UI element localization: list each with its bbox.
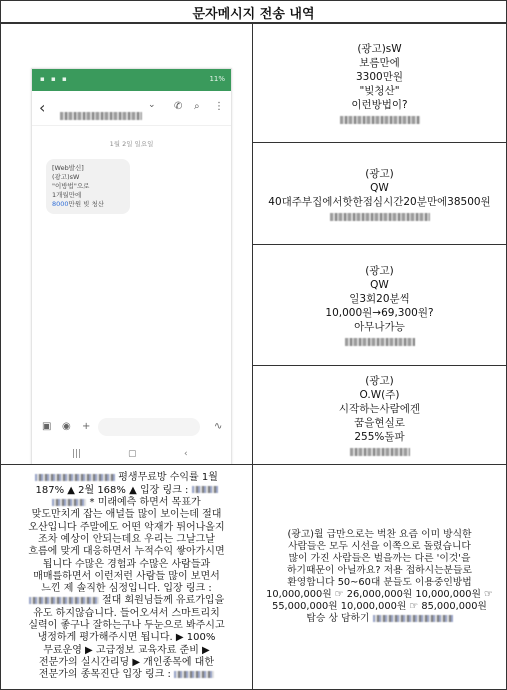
plus-icon[interactable]: + xyxy=(82,421,91,432)
message-line: 많이 가진 사람들은 벌을까는 다른 '이것'을 xyxy=(288,553,471,564)
message-cell-4 xyxy=(252,365,507,465)
message-cell-5 xyxy=(0,464,253,690)
message-line: (광고)sW xyxy=(357,42,402,55)
message-line: 환영합니다 50~60대 분들도 이용중인방법 xyxy=(287,577,472,588)
conversation-header xyxy=(32,91,231,126)
message-line: 느낀 제 솔직한 심정입니다. 입장 링크 : xyxy=(41,583,212,595)
message-line: 냉정하게 평가해주시면 됩니다. ▶ 100% xyxy=(37,632,216,644)
message-line: 탑승 상 담하기 xyxy=(306,613,452,625)
message-line: QW xyxy=(370,181,389,194)
message-line: 일3회20분씩 xyxy=(349,293,410,305)
phone-icon[interactable]: ✆ xyxy=(174,101,183,112)
redacted-link xyxy=(340,116,420,124)
message-cell-3 xyxy=(252,244,507,366)
redacted-link xyxy=(350,448,410,456)
redacted-link xyxy=(373,615,453,622)
message-line: 아무나가능 xyxy=(354,321,405,333)
message-line: 10,000,000원 ☞ 26,000,000원 10,000,000원 ☞ xyxy=(266,589,493,600)
message-line: 실력이 좋구나 잘하는구나 두눈으로 봐주시고 xyxy=(28,620,225,632)
message-line: QW xyxy=(370,279,389,291)
message-cell-2 xyxy=(252,142,507,245)
message-cell-1 xyxy=(252,22,507,143)
contact-name-redacted xyxy=(60,105,142,124)
message-line: 187% ▲ 2월 168% ▲ 입장 링크 : xyxy=(35,485,217,497)
message-line: 매매를하면서 이런저런 사람들 많이 보면서 xyxy=(33,570,220,582)
message-cell-6 xyxy=(252,464,507,690)
battery-indicator: 11% xyxy=(209,75,225,83)
chevron-down-icon[interactable]: ⌄ xyxy=(148,100,156,110)
bubble-amount: 8000 xyxy=(52,200,69,208)
message-line: 사람들은 모두 시선을 이쪽으로 돌렸습니다 xyxy=(288,541,471,552)
back-arrow-icon[interactable]: ‹ xyxy=(39,98,46,117)
bubble-line: [Web발신] xyxy=(52,164,84,172)
page-title: 문자메시지 전송 내역 xyxy=(0,0,507,24)
message-line: 이런방법이? xyxy=(351,98,408,111)
redacted-link xyxy=(330,213,430,221)
message-line: 됩니다 수많은 경험과 수많은 사람들과 xyxy=(42,558,211,570)
message-line: "빚청산" xyxy=(359,84,400,97)
image-icon[interactable]: ▣ xyxy=(42,421,52,432)
message-line: 55,000,000원 10,000,000원 ☞ 85,000,000원 xyxy=(272,601,487,612)
nav-back-icon[interactable]: ‹ xyxy=(184,449,188,459)
system-nav-bar xyxy=(32,443,231,465)
redacted-link xyxy=(192,486,218,493)
message-line: 보름만에 xyxy=(359,56,400,69)
message-line: 10,000원→69,300원? xyxy=(325,307,434,319)
message-line: 흐름에 맞게 대응하면서 누적수익 쌓아가시면 xyxy=(28,546,225,558)
voice-icon[interactable]: ∿ xyxy=(214,421,223,432)
message-line: O.W(주) xyxy=(359,389,400,401)
message-line: 3300만원 xyxy=(355,70,403,83)
notification-icons: ▪ ▪ ▪ xyxy=(40,75,69,83)
redacted-link xyxy=(174,671,214,678)
search-icon[interactable]: ⌕ xyxy=(194,101,200,112)
message-bubble xyxy=(46,159,130,214)
redacted-link xyxy=(345,338,415,346)
message-input-bar xyxy=(32,415,231,441)
bubble-line: "이방법"으로 xyxy=(52,182,90,190)
message-input[interactable] xyxy=(98,418,200,436)
message-line: 하기때문이 아닐까요? 저용 접하시는분들로 xyxy=(287,565,472,576)
message-line: 40대주부집에서핫한점심시간20분만에38500원 xyxy=(268,195,491,208)
message-line: 절대 회원님들께 유료가입을 xyxy=(29,595,224,607)
status-bar xyxy=(32,69,231,91)
redacted-link xyxy=(52,499,86,506)
bubble-amount-line xyxy=(52,200,124,209)
message-line: 전문가의 실시간리딩 ▶ 개인종목에 대한 xyxy=(39,656,214,668)
message-line: (광고) xyxy=(365,167,394,180)
phone-screenshot-cell xyxy=(0,22,253,465)
message-line: 맞도만치게 잡는 애널들 많이 보이는데 절대 xyxy=(31,509,222,521)
message-line: 꿈을현실로 xyxy=(354,417,405,429)
message-line: * 미래예측 하면서 목표가 xyxy=(52,497,200,509)
message-line: 시작하는사람에겐 xyxy=(338,403,421,415)
message-line: (광고) xyxy=(365,265,394,277)
more-icon[interactable]: ⋮ xyxy=(214,101,224,112)
message-line: 255%돌파 xyxy=(354,431,405,443)
redacted-link xyxy=(29,597,99,604)
message-line: 조차 예상이 안되는데요 우리는 그날그날 xyxy=(38,533,215,545)
bubble-line: 1개월만에 xyxy=(52,191,82,199)
message-line: (광고) xyxy=(365,375,394,387)
home-icon[interactable]: ▢ xyxy=(128,449,137,459)
message-date: 1월 2일 일요일 xyxy=(109,140,154,148)
phone-screenshot xyxy=(31,68,232,465)
bubble-line: (광고)sW xyxy=(52,173,80,181)
bubble-amount-rest: 만원 빚 청산 xyxy=(68,200,105,208)
camera-icon[interactable]: ◉ xyxy=(62,421,71,432)
message-line: 유도 하지않습니다. 들어오셔서 스마트리치 xyxy=(33,607,220,619)
message-line: (광고)월 급만으로는 벅찬 요즘 이미 방식한 xyxy=(287,529,472,540)
redacted-sender xyxy=(35,474,115,481)
message-line: 평생무료방 수익률 1월 xyxy=(35,472,218,484)
message-line: 오산입니다 주말에도 어떤 악재가 튀어나올지 xyxy=(28,521,225,533)
message-line: 무료운영 ▶ 고급정보 교육자료 준비 ▶ xyxy=(43,644,210,656)
message-line: 전문가의 종목진단 입장 링크 : xyxy=(39,669,214,681)
recent-apps-icon[interactable]: ||| xyxy=(72,449,82,459)
